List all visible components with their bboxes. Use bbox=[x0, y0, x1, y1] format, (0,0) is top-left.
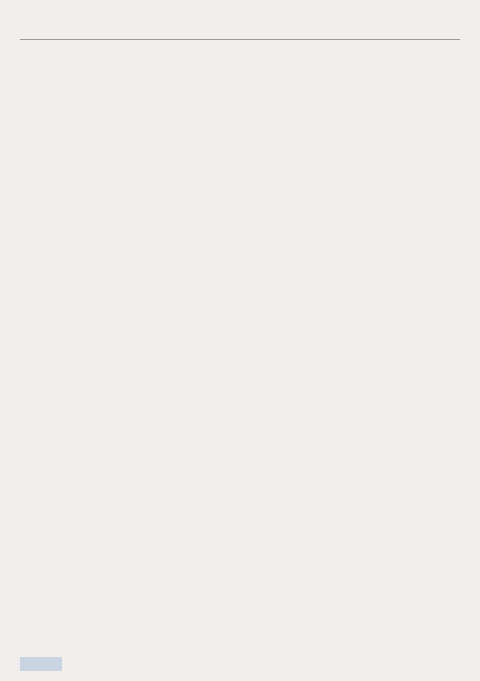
text-column-1 bbox=[22, 50, 158, 626]
page-header bbox=[20, 22, 460, 40]
article-body bbox=[22, 50, 458, 626]
text-column-3 bbox=[322, 50, 458, 626]
header-rule bbox=[20, 39, 460, 40]
text-column-2 bbox=[172, 50, 308, 626]
page-number-tab bbox=[20, 657, 62, 671]
